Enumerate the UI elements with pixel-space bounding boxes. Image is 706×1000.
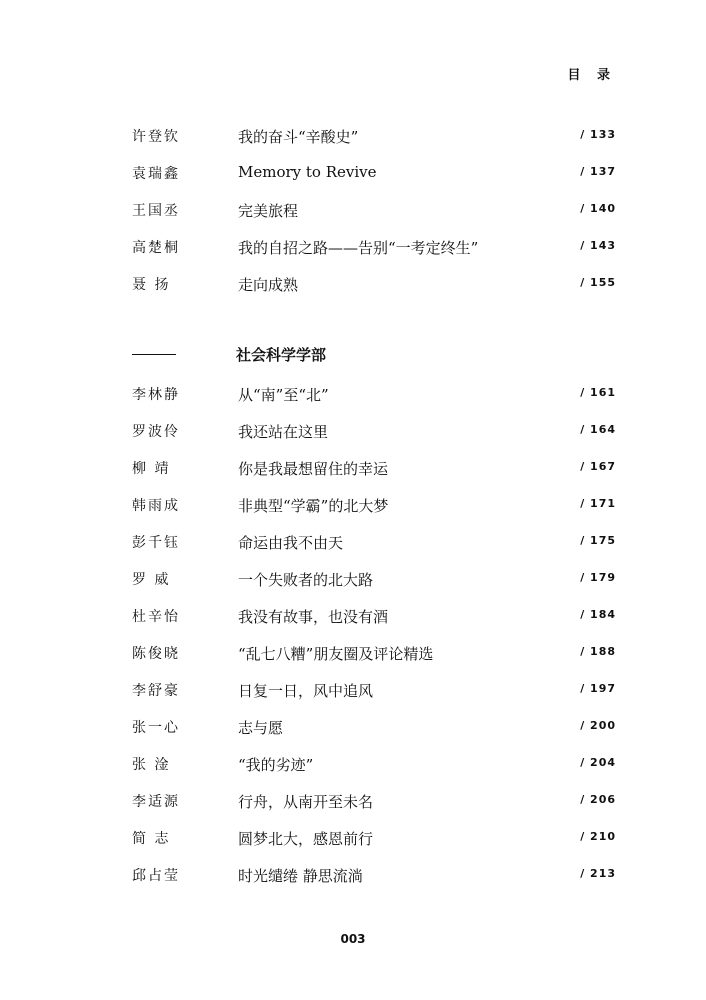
entry-title: 命运由我不由天 xyxy=(238,534,344,552)
entry-author: 高楚桐 xyxy=(132,240,180,256)
entry-author: 聂 扬 xyxy=(132,277,171,293)
toc-entry xyxy=(0,532,706,556)
section-rule xyxy=(132,354,176,355)
toc-entry xyxy=(0,495,706,519)
entry-page: / 197 xyxy=(580,682,616,695)
entry-title: Memory to Revive xyxy=(238,163,377,181)
toc-entry xyxy=(0,421,706,445)
entry-author: 李适源 xyxy=(132,794,180,810)
entry-page: / 137 xyxy=(580,165,616,178)
entry-author: 张一心 xyxy=(132,720,180,736)
entry-title: 日复一日，风中追风 xyxy=(238,682,374,700)
entry-page: / 171 xyxy=(580,497,616,510)
entry-author: 袁瑞鑫 xyxy=(132,166,180,182)
entry-page: / 167 xyxy=(580,460,616,473)
toc-entry xyxy=(0,237,706,261)
entry-title: 完美旅程 xyxy=(238,202,299,220)
entry-author: 彭千钰 xyxy=(132,535,180,551)
entry-title: 你是我最想留住的幸运 xyxy=(238,460,389,478)
toc-entry xyxy=(0,717,706,741)
toc-entry xyxy=(0,828,706,852)
entry-page: / 184 xyxy=(580,608,616,621)
entry-author: 韩雨成 xyxy=(132,498,180,514)
entry-author: 李舒豪 xyxy=(132,683,180,699)
entry-author: 罗波伶 xyxy=(132,424,180,440)
toc-entry xyxy=(0,754,706,778)
entry-page: / 164 xyxy=(580,423,616,436)
entry-author: 罗 威 xyxy=(132,572,171,588)
entry-page: / 161 xyxy=(580,386,616,399)
entry-title: 行舟，从南开至未名 xyxy=(238,793,374,811)
entry-page: / 175 xyxy=(580,534,616,547)
toc-entry xyxy=(0,569,706,593)
entry-page: / 213 xyxy=(580,867,616,880)
toc-entry xyxy=(0,163,706,187)
entry-title: 时光缱绻 静思流淌 xyxy=(238,867,363,885)
entry-page: / 155 xyxy=(580,276,616,289)
entry-title: 我的奋斗“辛酸史” xyxy=(238,128,359,146)
toc-entry xyxy=(0,384,706,408)
entry-author: 柳 靖 xyxy=(132,461,171,477)
toc-header: 目 录 xyxy=(567,68,616,83)
entry-title: 非典型“学霸”的北大梦 xyxy=(238,497,389,515)
toc-entry xyxy=(0,643,706,667)
entry-author: 邱占莹 xyxy=(132,868,180,884)
entry-page: / 133 xyxy=(580,128,616,141)
entry-author: 张 淦 xyxy=(132,757,171,773)
entry-title: 我还站在这里 xyxy=(238,423,329,441)
toc-entry xyxy=(0,865,706,889)
entry-title: 从“南”至“北” xyxy=(238,386,329,404)
entry-title: 走向成熟 xyxy=(238,276,299,294)
entry-title: “我的劣迹” xyxy=(238,756,314,774)
entry-author: 许登钦 xyxy=(132,129,180,145)
entry-page: / 140 xyxy=(580,202,616,215)
entry-title: 圆梦北大，感恩前行 xyxy=(238,830,374,848)
entry-page: / 179 xyxy=(580,571,616,584)
toc-entry xyxy=(0,791,706,815)
entry-title: 我没有故事，也没有酒 xyxy=(238,608,389,626)
entry-title: 一个失败者的北大路 xyxy=(238,571,374,589)
entry-author: 杜辛怡 xyxy=(132,609,180,625)
entry-page: / 200 xyxy=(580,719,616,732)
entry-title: 我的自招之路——告别“一考定终生” xyxy=(238,239,479,257)
toc-entry xyxy=(0,274,706,298)
toc-entry xyxy=(0,458,706,482)
entry-page: / 143 xyxy=(580,239,616,252)
entry-title: “乱七八糟”朋友圈及评论精选 xyxy=(238,645,434,663)
toc-entry xyxy=(0,200,706,224)
entry-page: / 188 xyxy=(580,645,616,658)
page-number: 003 xyxy=(340,932,366,946)
toc-entry xyxy=(0,606,706,630)
entry-author: 李林静 xyxy=(132,387,180,403)
entry-page: / 204 xyxy=(580,756,616,769)
entry-author: 陈俊晓 xyxy=(132,646,180,662)
toc-entry xyxy=(0,680,706,704)
entry-author: 王国丞 xyxy=(132,203,180,219)
toc-entry xyxy=(0,126,706,150)
entry-author: 简 志 xyxy=(132,831,171,847)
entry-title: 志与愿 xyxy=(238,719,284,737)
section-title: 社会科学学部 xyxy=(236,346,327,364)
entry-page: / 210 xyxy=(580,830,616,843)
entry-page: / 206 xyxy=(580,793,616,806)
